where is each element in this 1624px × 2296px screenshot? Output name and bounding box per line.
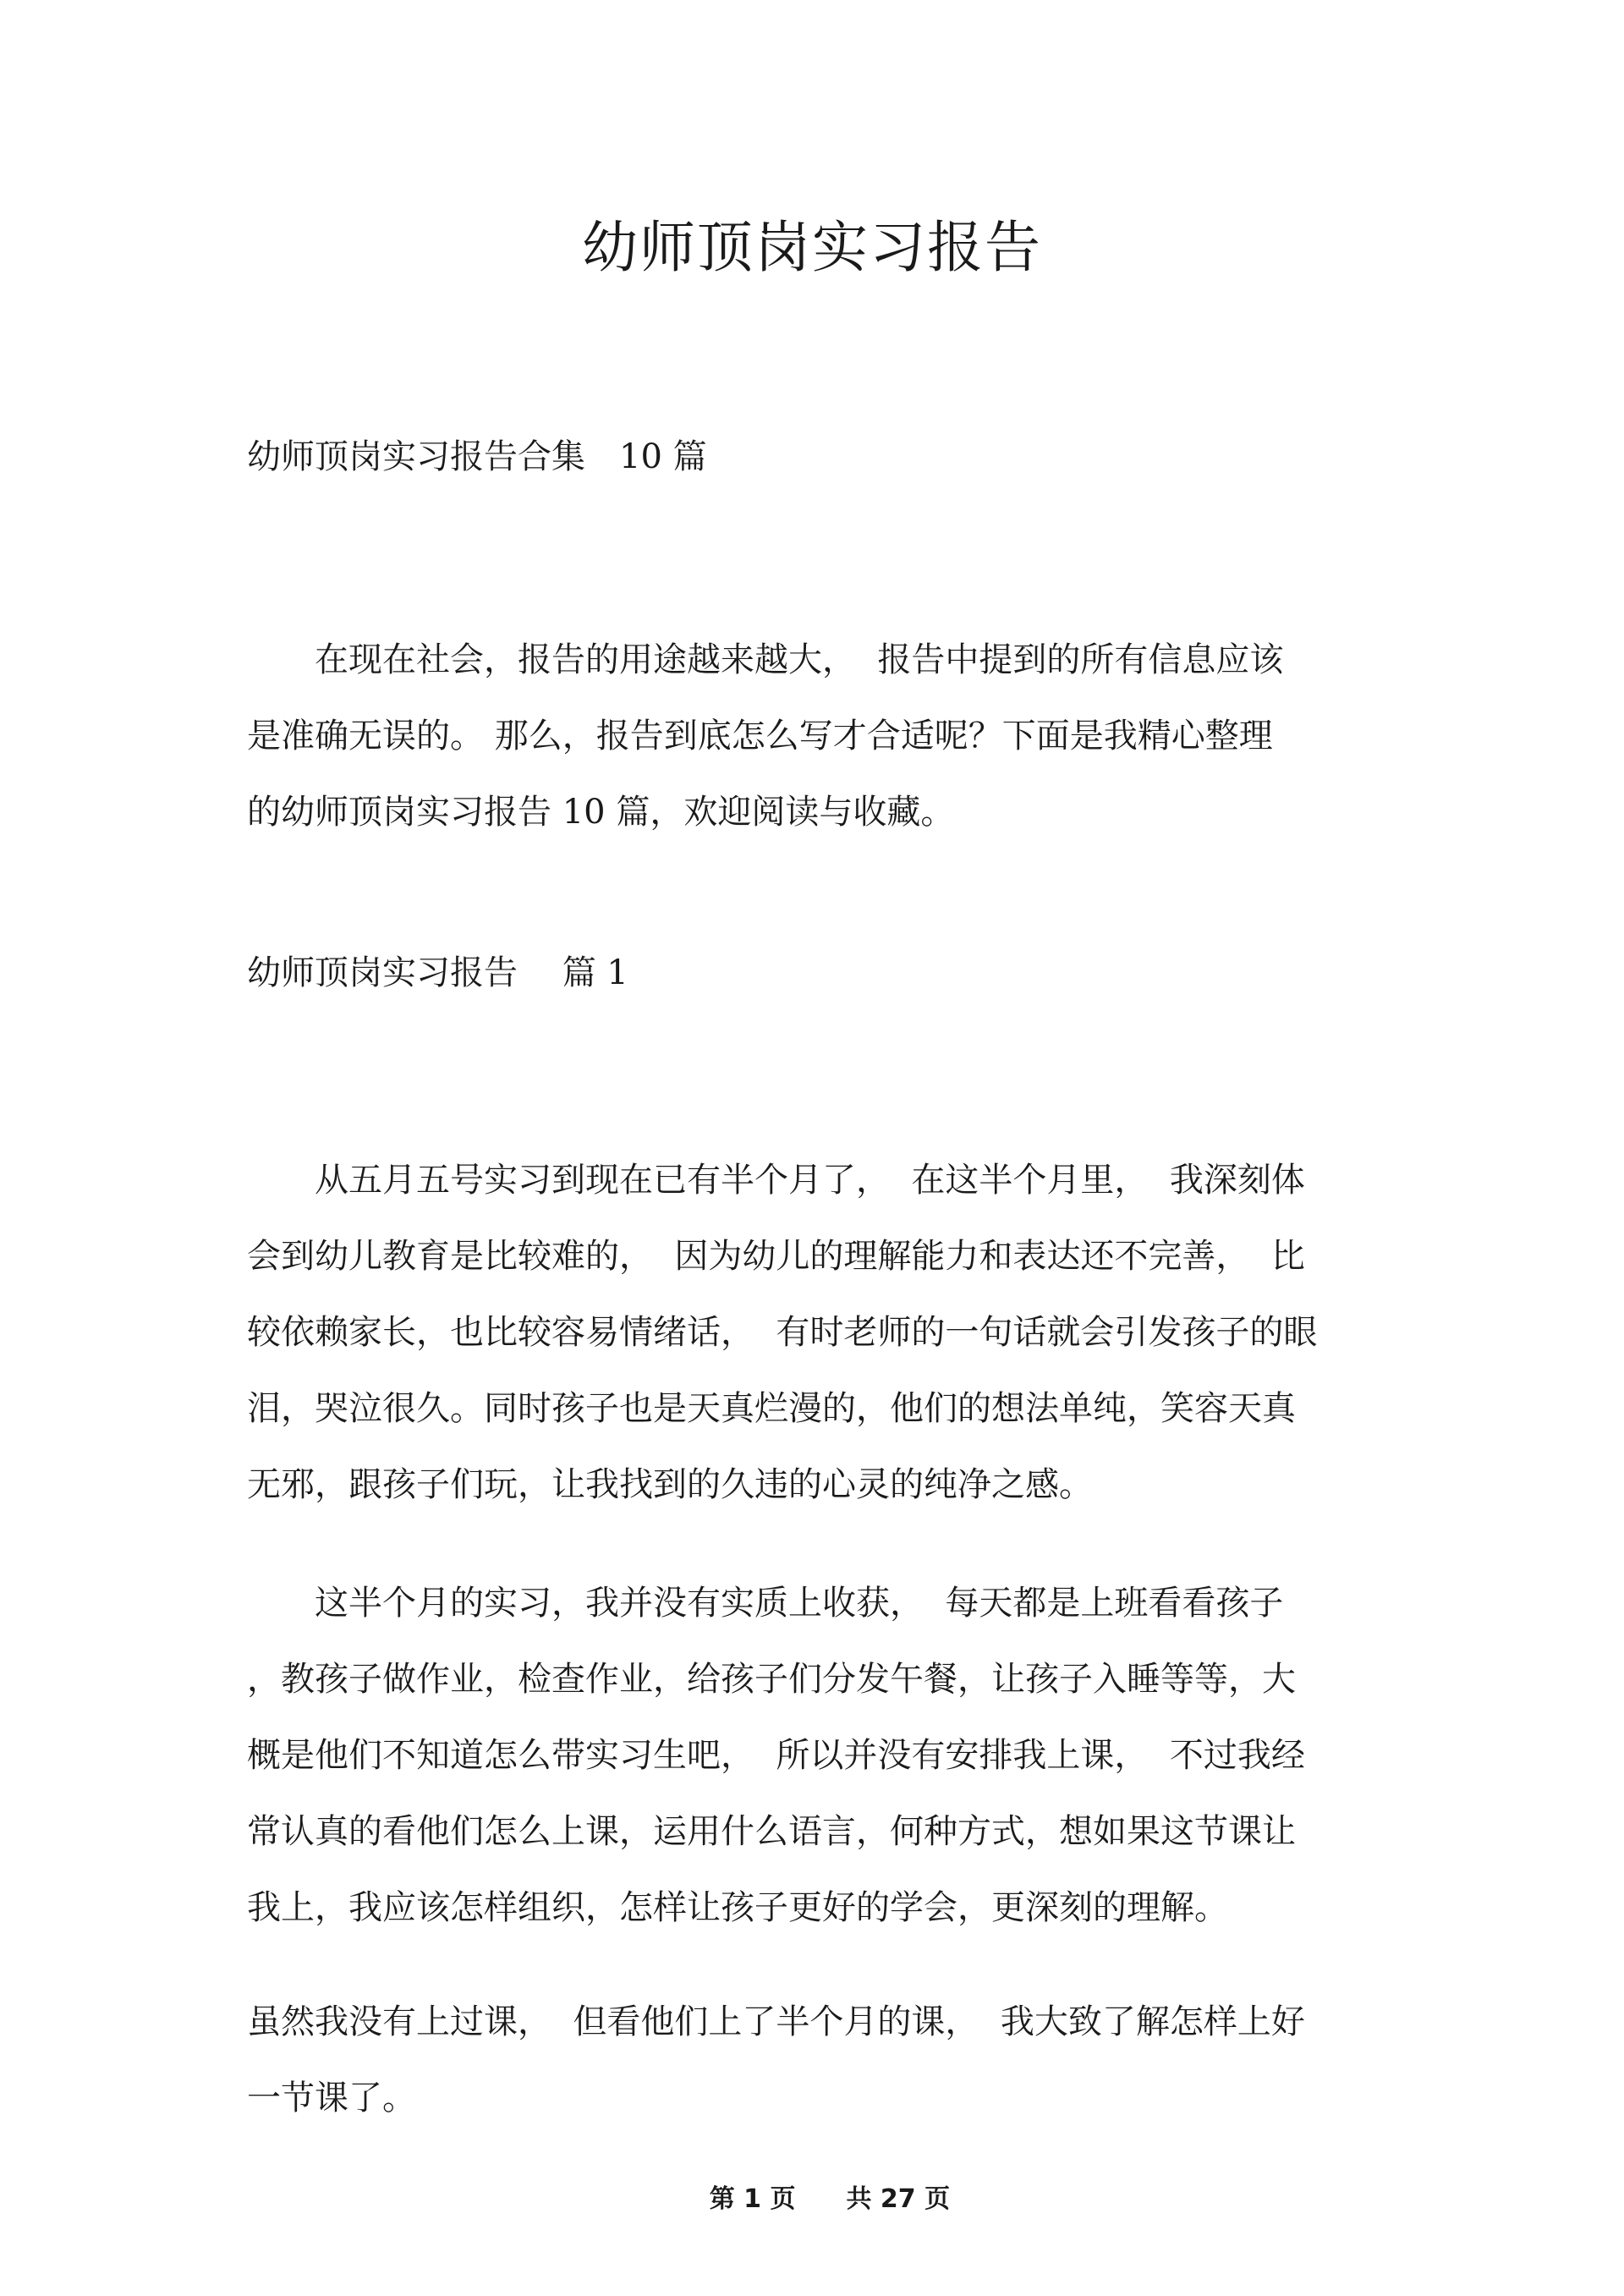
paragraph-2 [247, 1565, 1380, 1946]
paragraph-line: 会到幼儿教育是比较难的， 因为幼儿的理解能力和表达还不完善， 比 [247, 1237, 1305, 1276]
paragraph-line: 这半个月的实习，我并没有实质上收获， 每天都是上班看看孩子 [247, 1584, 1284, 1623]
paragraph-line: 较依赖家长，也比较容易情绪话， 有时老师的一句话就会引发孩子的眼 [247, 1313, 1318, 1352]
intro-paragraph [247, 622, 1380, 850]
page-footer [0, 2149, 1624, 2250]
paragraph-line: 我上，我应该怎样组织，怎样让孩子更好的学会，更深刻的理解。 [247, 1888, 1228, 1927]
document-title: 幼师顶岗实习报告 [582, 215, 1042, 280]
paragraph-line: 从五月五号实习到现在已有半个月了， 在这半个月里， 我深刻体 [247, 1161, 1305, 1200]
paragraph-line: 在现在社会，报告的用途越来越大， 报告中提到的所有信息应该 [247, 640, 1284, 679]
document-subtitle: 幼师顶岗实习报告合集 10 篇 [247, 437, 707, 476]
paragraph-line: 泪，哭泣很久。同时孩子也是天真烂漫的，他们的想法单纯，笑容天真 [247, 1389, 1296, 1428]
paragraph-line: 的幼师顶岗实习报告 10 篇，欢迎阅读与收藏。 [247, 793, 955, 832]
paragraph-line: ，教孩子做作业，检查作业，给孩子们分发午餐，让孩子入睡等等，大 [247, 1660, 1296, 1699]
paragraph-line: 是准确无误的。 那么，报告到底怎么写才合适呢？下面是我精心整理 [247, 717, 1273, 755]
paragraph-1 [247, 1142, 1380, 1523]
page-number: 第 1 页 [709, 2184, 796, 2214]
paragraph-line: 虽然我没有上过课， 但看他们上了半个月的课， 我大致了解怎样上好 [247, 2002, 1305, 2041]
section-heading: 幼师顶岗实习报告 篇 1 [247, 953, 628, 992]
page-total: 共 27 页 [846, 2184, 951, 2214]
paragraph-line: 常认真的看他们怎么上课，运用什么语言，何种方式，想如果这节课让 [247, 1812, 1296, 1851]
paragraph-line: 概是他们不知道怎么带实习生吧， 所以并没有安排我上课， 不过我经 [247, 1736, 1305, 1775]
paragraph-3 [247, 1984, 1380, 2136]
paragraph-line: 一节课了。 [247, 2079, 416, 2117]
paragraph-line: 无邪，跟孩子们玩，让我找到的久违的心灵的纯净之感。 [247, 1465, 1093, 1504]
